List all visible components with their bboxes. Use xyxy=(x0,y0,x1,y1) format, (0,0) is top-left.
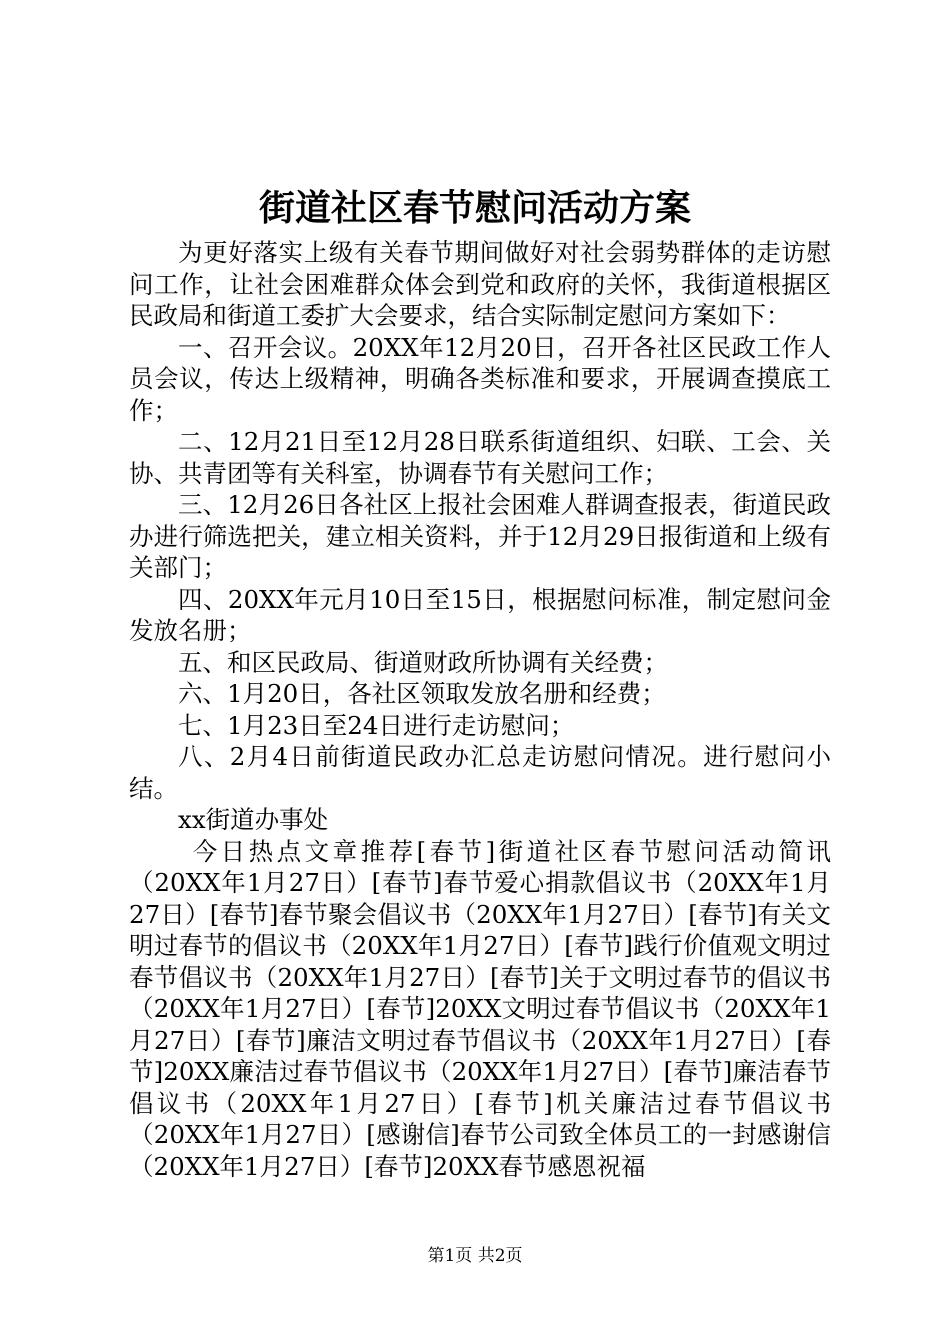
plan-item-6: 六、1月20日，各社区领取发放名册和经费； xyxy=(178,679,666,708)
plan-item-8: 八、2月4日前街道民政办汇总走访慰问情况。进行慰问小结。 xyxy=(129,742,831,803)
plan-item-4: 四、20XX年元月10日至15日，根据慰问标准，制定慰问金发放名册； xyxy=(129,584,831,645)
plan-item-7: 七、1月23日至24日进行走访慰问； xyxy=(178,710,575,740)
plan-item-1: 一、召开会议。20XX年12月20日，召开各社区民政工作人员会议，传达上级精神，明确各类标准和要求，开展调查摸底工作； xyxy=(129,332,831,425)
document-title: 街道社区春节慰问活动方案 xyxy=(258,187,691,229)
signature: xx街道办事处 xyxy=(178,805,329,834)
plan-item-2: 二、12月21日至12月28日联系街道组织、妇联、工会、关协、共青团等有关科室，协调春节有关慰问工作； xyxy=(129,427,831,488)
document-body xyxy=(129,237,831,1182)
hot-articles-paragraph: 今日热点文章推荐[春节]街道社区春节慰问活动简讯（20XX年1月27日）[春节]春节爱心捐款倡议书（20XX年1月27日）[春节]春节聚会倡议书（20XX年1月27日）[春节]有关文明过春节的倡议书（20XX年1月27日）[春节]践行价值观文明过春节倡议书（20XX年1月27日）[春节]关于文明过春节的倡议书（20XX年1月27日）[春节]20XX文明过春节倡议书（20XX年1月27日）[春节]廉洁文明过春节倡议书（20XX年1月27日）[春节]20XX廉洁过春节倡议书（20XX年1月27日）[春节]廉洁春节倡议书（20XX年1月27日）[春节]机关廉洁过春节倡议书（20XX年1月27日）[感谢信]春节公司致全体员工的一封感谢信（20XX年1月27日）[春节]20XX春节感恩祝福 xyxy=(129,836,831,1181)
intro-paragraph: 为更好落实上级有关春节期间做好对社会弱势群体的走访慰问工作，让社会困难群众体会到党和政府的关怀，我街道根据区民政局和街道工委扩大会要求，结合实际制定慰问方案如下： xyxy=(129,238,831,330)
plan-item-3: 三、12月26日各社区上报社会困难人群调查报表，街道民政办进行筛选把关，建立相关资料，并于12月29日报街道和上级有关部门； xyxy=(129,490,831,582)
page-footer: 第1页 共2页 xyxy=(427,1246,523,1266)
plan-item-5: 五、和区民政局、街道财政所协调有关经费； xyxy=(178,647,668,677)
